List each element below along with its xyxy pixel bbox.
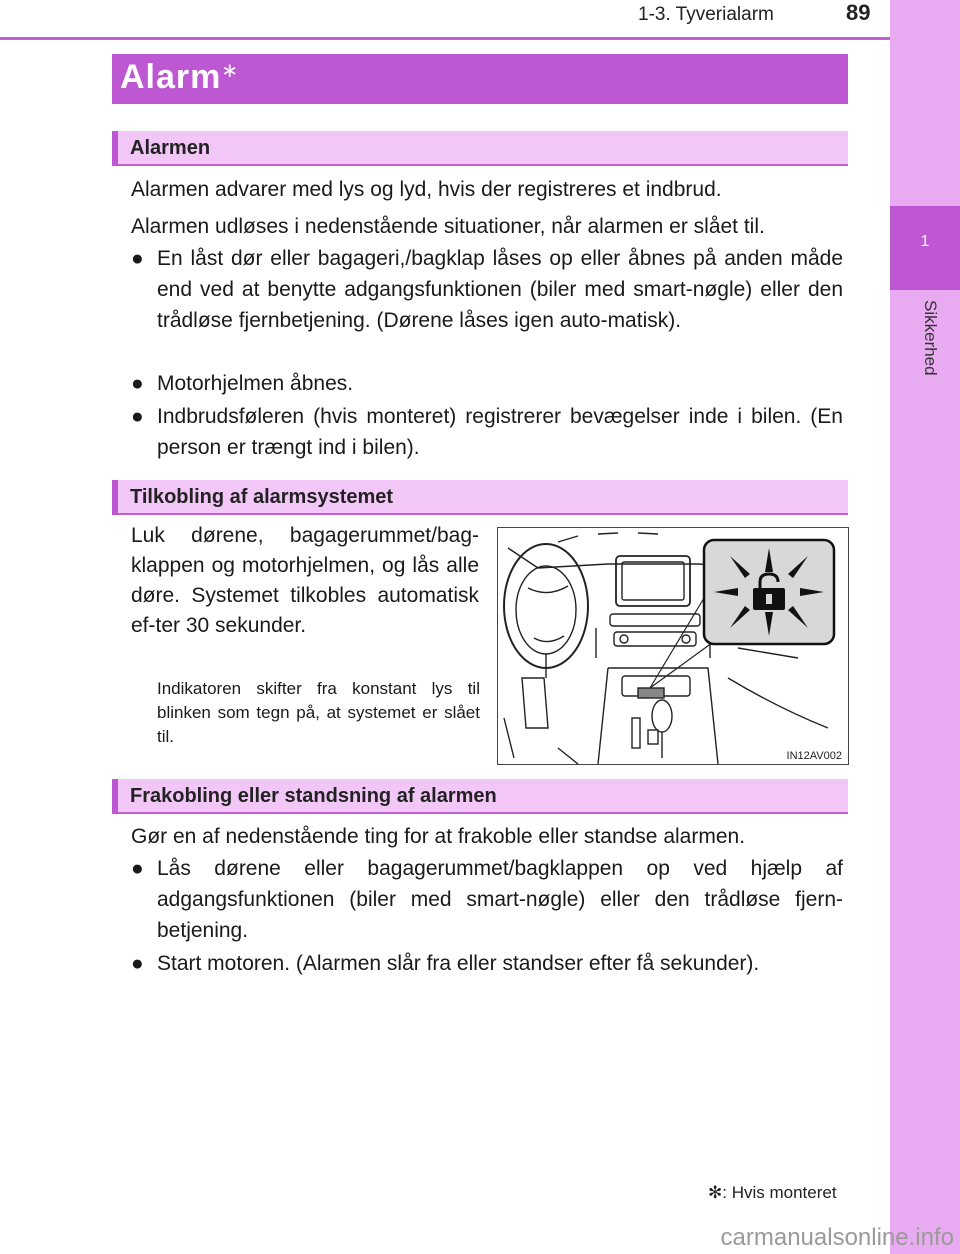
dashboard-illustration	[497, 527, 849, 765]
list-item-text: Indbrudsføleren (hvis monteret) registrerer bevægelser inde i bilen. (En person er trængt ind i bilen).	[157, 405, 843, 459]
list-item-text: Start motoren. (Alarmen slår fra eller standser efter få sekunder).	[157, 952, 760, 975]
list-item-text: Motorhjelmen åbnes.	[157, 372, 354, 395]
chapter-sidebar	[890, 0, 960, 1254]
section-title: 1-3. Tyverialarm	[638, 4, 774, 25]
heading-marker	[112, 480, 118, 515]
list-item-text: En låst dør eller bagageri,/bagklap låses op eller åbnes på anden måde end ved at benytte adgangsfunktionen (biler med smart-nøgle) eller den trådløse fjernbetjening. (Dørene låses igen auto-matisk).	[157, 247, 843, 332]
bullet-icon: ●	[131, 952, 144, 975]
chapter-name: Sikkerhed	[921, 300, 940, 376]
section-heading-tilkobling	[112, 480, 848, 515]
header-rule	[0, 37, 890, 40]
footnote-star-icon: ∗	[221, 60, 240, 82]
figure-code: IN12AV002	[786, 750, 842, 762]
list-item	[131, 853, 843, 946]
section-heading-frakobling	[112, 779, 848, 814]
footnote	[708, 1183, 837, 1203]
paragraph: Alarmen udløses i nedenstående situationer, når alarmen er slået til.	[131, 215, 765, 238]
section-heading-text: Frakobling eller standsning af alarmen	[130, 785, 497, 807]
dashboard-drawing	[498, 528, 848, 764]
instruction-text: Luk dørene, bagagerummet/bag-klappen og motorhjelmen, og lås alle døre. Systemet tilkobles automatisk ef-ter 30 sekunder.	[131, 524, 479, 637]
watermark: carmanualsonline.info	[720, 1224, 954, 1251]
bullet-icon: ●	[131, 247, 144, 270]
bullet-icon: ●	[131, 405, 144, 428]
list-item	[131, 368, 843, 399]
heading-marker	[112, 131, 118, 166]
list-item	[131, 401, 843, 463]
list-item-text: Lås dørene eller bagagerummet/bagklappen op ved hjælp af adgangsfunktionen (biler med smart-nøgle) eller den trådløse fjern-betjening.	[157, 857, 843, 942]
bullet-icon: ●	[131, 372, 144, 395]
chapter-number: 1	[920, 233, 930, 250]
page-number: 89	[846, 0, 871, 25]
footnote-text: : Hvis monteret	[722, 1183, 837, 1202]
page-title-text: Alarm	[120, 58, 222, 96]
section-heading-text: Tilkobling af alarmsystemet	[130, 486, 394, 508]
footnote-star-icon: ✻	[708, 1183, 723, 1202]
list-item	[131, 948, 843, 979]
section-heading-alarmen	[112, 131, 848, 166]
title-banner	[112, 54, 848, 104]
bullet-icon: ●	[131, 857, 144, 880]
list-item	[131, 243, 843, 336]
page-title	[120, 58, 239, 97]
paragraph: Alarmen advarer med lys og lyd, hvis der registreres et indbrud.	[131, 178, 722, 201]
paragraph: Gør en af nedenstående ting for at frakoble eller standse alarmen.	[131, 825, 746, 848]
note-text: Indikatoren skifter fra konstant lys til blinken som tegn på, at systemet er slået til.	[157, 679, 480, 746]
section-heading-text: Alarmen	[130, 137, 211, 159]
heading-marker	[112, 779, 118, 814]
